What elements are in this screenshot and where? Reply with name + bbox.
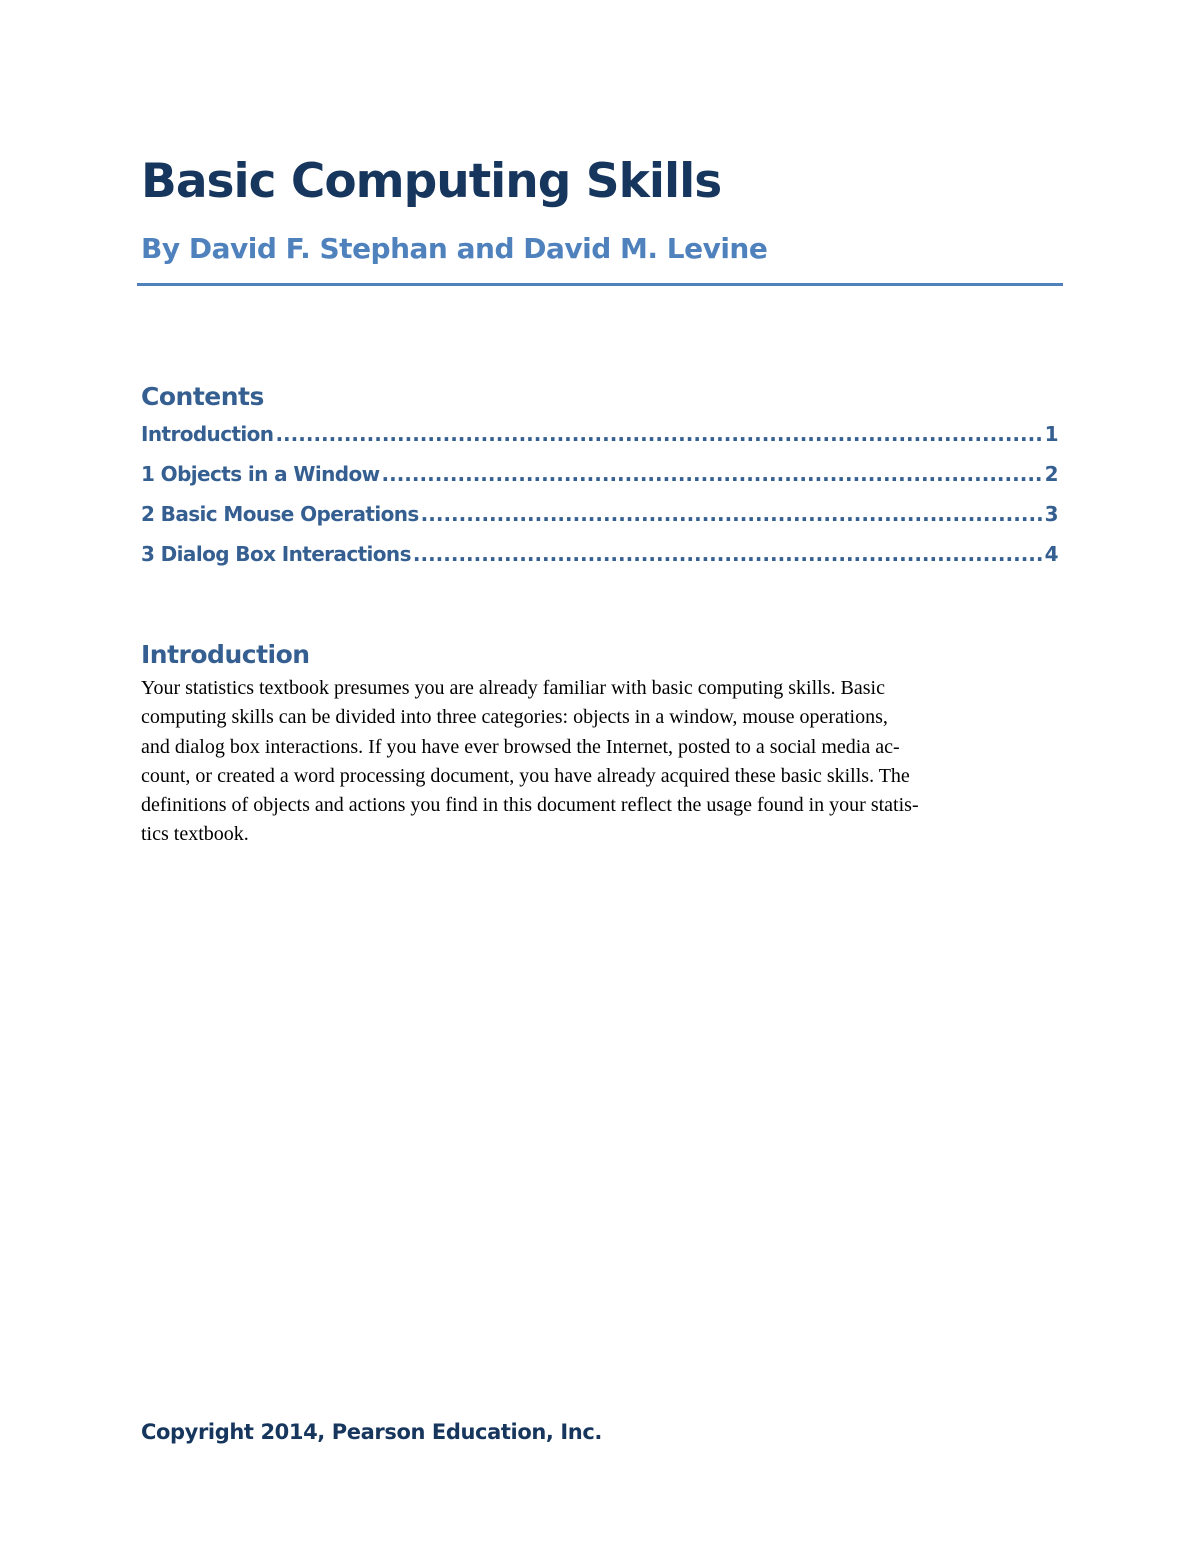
paragraph-line: tics textbook.	[141, 823, 249, 846]
document-title: Basic Computing Skills	[141, 154, 722, 209]
toc-dot-leader	[275, 422, 1042, 446]
toc-page-number: 2	[1044, 462, 1058, 486]
toc-dot-leader	[421, 502, 1043, 526]
toc-entry-dialog-box-interactions[interactable]	[141, 542, 1058, 582]
paragraph-line: count, or created a word processing document, you have already acquired these basic skills. The	[141, 764, 910, 787]
toc-dot-leader	[413, 542, 1043, 566]
toc-entry-introduction[interactable]	[141, 422, 1058, 462]
paragraph-line: and dialog box interactions. If you have ever browsed the Internet, posted to a social media ac-	[141, 735, 900, 758]
toc-dot-leader	[382, 462, 1043, 486]
toc-entry-label: 2 Basic Mouse Operations	[141, 502, 419, 526]
paragraph-line: Your statistics textbook presumes you are already familiar with basic computing skills. Basic	[141, 677, 885, 699]
toc-entry-label: Introduction	[141, 422, 274, 446]
toc-entry-label: 3 Dialog Box Interactions	[141, 542, 411, 566]
copyright-notice: Copyright 2014, Pearson Education, Inc.	[141, 1420, 602, 1444]
toc-page-number: 4	[1044, 542, 1058, 566]
toc-page-number: 3	[1044, 502, 1058, 526]
introduction-heading: Introduction	[141, 640, 310, 669]
toc-page-number: 1	[1044, 422, 1058, 446]
toc-entry-basic-mouse-operations[interactable]	[141, 502, 1058, 542]
introduction-paragraph	[141, 674, 1061, 850]
toc-entry-label: 1 Objects in a Window	[141, 462, 380, 486]
table-of-contents	[141, 422, 1058, 582]
title-divider	[137, 283, 1063, 286]
toc-entry-objects-in-a-window[interactable]	[141, 462, 1058, 502]
document-authors: By David F. Stephan and David M. Levine	[141, 232, 768, 265]
contents-heading: Contents	[141, 382, 264, 411]
paragraph-line: computing skills can be divided into three categories: objects in a window, mouse operations,	[141, 706, 888, 729]
paragraph-line: definitions of objects and actions you find in this document reflect the usage found in your statis-	[141, 794, 919, 817]
